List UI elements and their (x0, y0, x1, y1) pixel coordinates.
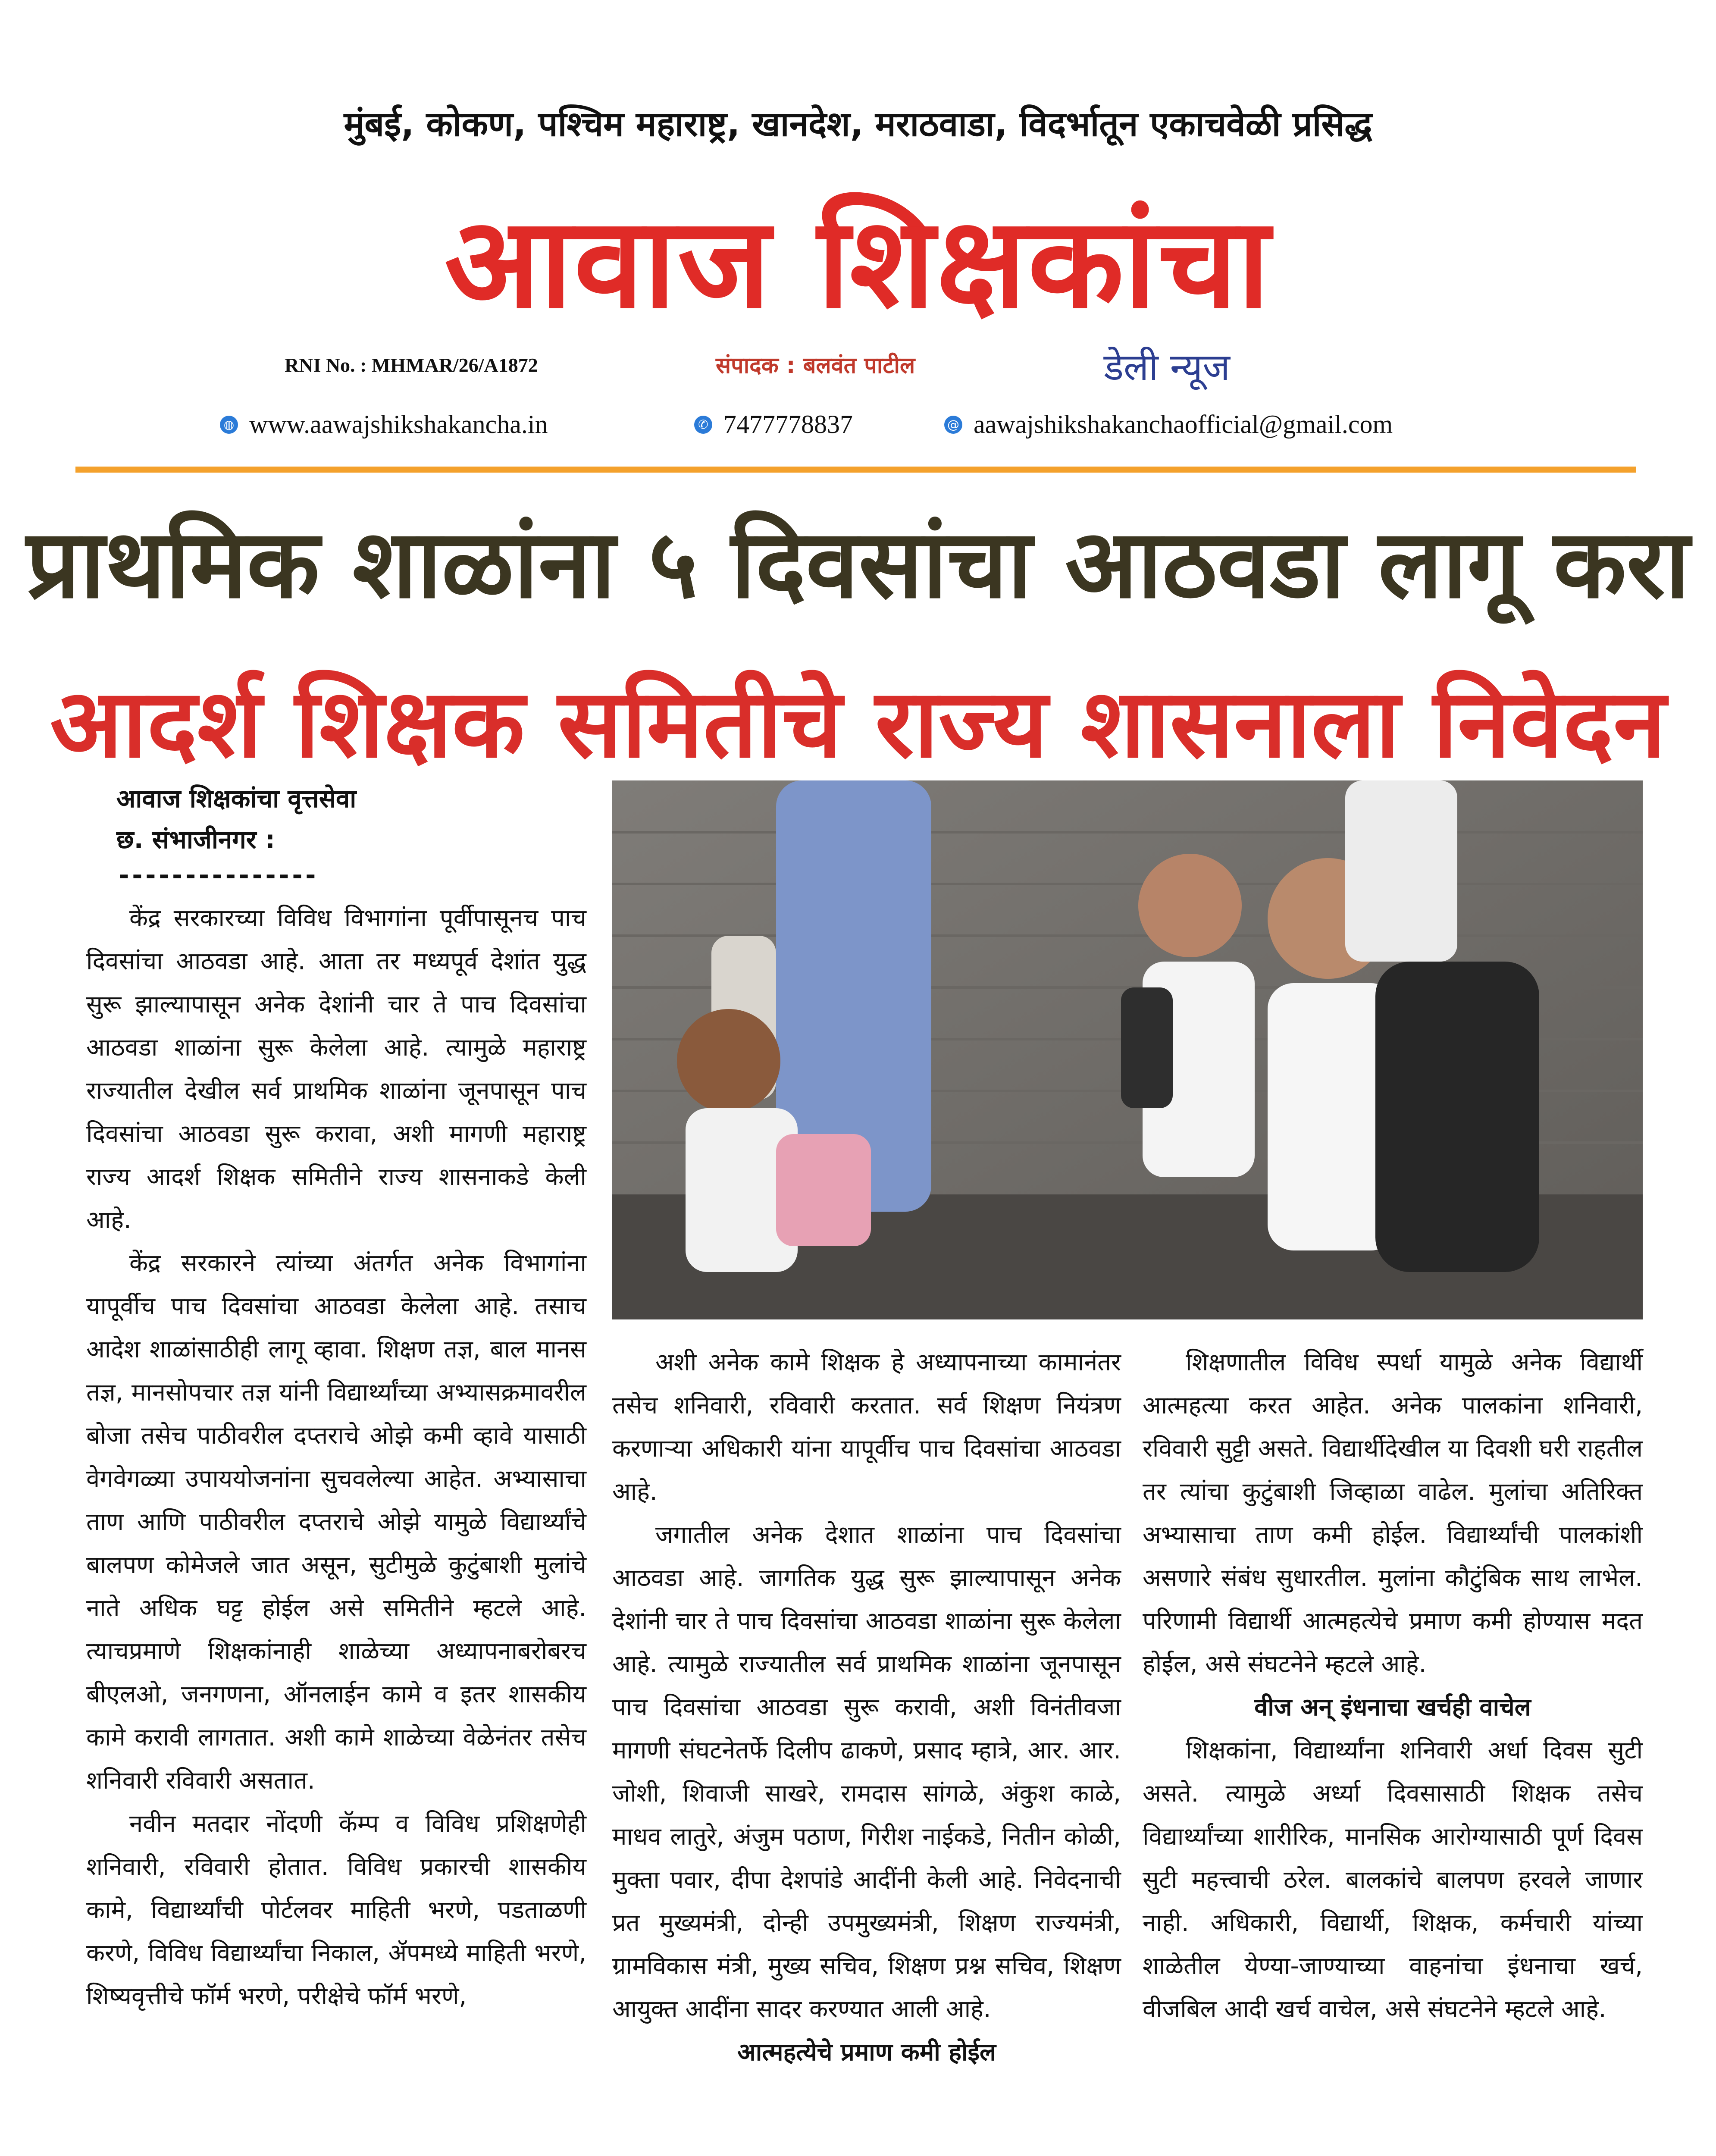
dateline: छ. संभाजीनगर : (116, 825, 275, 854)
rni-number: RNI No. : MHMAR/26/A1872 (285, 354, 538, 376)
byline: आवाज शिक्षकांचा वृत्तसेवा (116, 784, 357, 813)
website-text: www.aawajshikshakancha.in (249, 410, 548, 439)
byline-divider: --------------- (116, 860, 316, 890)
masthead-title: आवाज शिक्षकांचा (444, 191, 1272, 336)
article-column-2 (612, 1341, 1121, 2074)
paragraph: नवीन मतदार नोंदणी कॅम्प व विविध प्रशिक्षणेही शनिवारी, रविवारी होतात. विविध प्रकारची शासकीय कामे, विद्यार्थ्यांची पोर्टलवर माहिती भरणे, पडताळणी करणे, विविध विद्यार्थ्यांचा निकाल, ॲपमध्ये माहिती भरणे, शिष्यवृत्तीचे फॉर्म भरणे, परीक्षेचे फॉर्म भरणे, (86, 1810, 586, 2010)
section-subhead: आत्महत्येचे प्रमाण कमी होईल (737, 2038, 996, 2066)
paragraph: केंद्र सरकारने त्यांच्या अंतर्गत अनेक विभागांना यापूर्वीच पाच दिवसांचा आठवडा केलेला आहे. तसाच आदेश शाळांसाठीही लागू व्हावा. शिक्षण तज्ञ, बाल मानस तज्ञ, मानसोपचार तज्ञ यांनी विद्यार्थ्यांच्या अभ्यासक्रमावरील बोजा तसेच पाठीवरील दप्तराचे ओझे कमी व्हावे यासाठी वेगवेगळ्या उपाययोजनांना सुचवलेल्या आहेत. अभ्यासाचा ताण आणि पाठीवरील दप्तराचे ओझे यामुळे विद्यार्थ्यांचे बालपण कोमेजले जात असून, सुटीमुळे कुटुंबाशी मुलांचे नाते अधिक घट्ट होईल असे समितीने म्हटले आहे. त्याचप्रमाणे शिक्षकांनाही शाळेच्या अध्यापनाबरोबरच बीएलओ, जनगणना, ऑनलाईन कामे व इतर शासकीय कामे करावी लागतात. अशी कामे शाळेच्या वेळेनंतर तसेच शनिवारी रविवारी असतात. (86, 1249, 586, 1795)
phone-text: 7477778837 (723, 410, 853, 439)
paragraph: जगातील अनेक देशात शाळांना पाच दिवसांचा आठवडा आहे. जागतिक युद्ध सुरू झाल्यापासून अनेक देशांनी चार ते पाच दिवसांचा आठवडा शाळांना सुरू केलेला आहे. त्यामुळे राज्यातील सर्व प्राथमिक शाळांना जूनपासून पाच दिवसांचा आठवडा सुरू करावी, अशी विनंतीवजा मागणी संघटनेतर्फे दिलीप ढाकणे, प्रसाद म्हात्रे, आर. आर. जोशी, शिवाजी साखरे, रामदास सांगळे, अंकुश काळे, माधव लातुरे, अंजुम पठाण, गिरीश नाईकडे, नितीन कोळी, मुक्ता पवार, दीपा देशपांडे आदींनी केली आहे. निवेदनाची प्रत मुख्यमंत्री, दोन्ही उपमुख्यमंत्री, शिक्षण राज्यमंत्री, ग्रामविकास मंत्री, मुख्य सचिव, शिक्षण प्रश्न सचिव, शिक्षण आयुक्त आदींना सादर करण्यात आली आहे. (612, 1521, 1121, 2023)
paragraph: शिक्षणातील विविध स्पर्धा यामुळे अनेक विद्यार्थी आत्महत्या करत आहेत. अनेक पालकांना शनिवारी, रविवारी सुट्टी असते. विद्यार्थीदेखील या दिवशी घरी राहतील तर त्यांचा कुटुंबाशी जिव्हाळा वाढेल. मुलांचा अतिरिक्त अभ्यासाचा ताण कमी होईल. विद्यार्थ्यांची पालकांशी असणारे संबंध सुधारतील. मुलांना कौटुंबिक साथ लाभेल. परिणामी विद्यार्थी आत्महत्येचे प्रमाण कमी होण्यास मदत होईल, असे संघटनेने म्हटले आहे. (1143, 1348, 1643, 1678)
email-icon: @ (944, 416, 962, 434)
header-divider (75, 467, 1636, 473)
contact-website[interactable] (220, 410, 548, 439)
phone-icon: ✆ (694, 416, 712, 434)
subheadline: आदर्श शिक्षक समितीचे राज्य शासनाला निवेदन (50, 668, 1666, 779)
article-column-1 (86, 897, 586, 2018)
section-subhead: वीज अन् इंधनाचा खर्चही वाचेल (1254, 1693, 1531, 1721)
email-text: aawajshikshakanchaofficial@gmail.com (974, 410, 1393, 439)
article-column-3 (1143, 1341, 1643, 2031)
editor-credit: संपादक : बलवंत पाटील (716, 353, 915, 379)
paragraph: अशी अनेक कामे शिक्षक हे अध्यापनाच्या कामानंतर तसेच शनिवारी, रविवारी करतात. सर्व शिक्षण नियंत्रण करणाऱ्या अधिकारी यांना यापूर्वीच पाच दिवसांचा आठवडा आहे. (612, 1348, 1121, 1506)
contact-email[interactable] (944, 410, 1393, 439)
contact-phone[interactable] (694, 410, 853, 439)
paragraph: केंद्र सरकारच्या विविध विभागांना पूर्वीपासूनच पाच दिवसांचा आठवडा आहे. आता तर मध्यपूर्व देशांत युद्ध सुरू झाल्यापासून अनेक देशांनी चार ते पाच दिवसांचा आठवडा शाळांना सुरू केलेला आहे. त्यामुळे महाराष्ट्र राज्यातील देखील सर्व प्राथमिक शाळांना जूनपासून पाच दिवसांचा आठवडा सुरू करावा, अशी मागणी महाराष्ट्र राज्य आदर्श शिक्षक समितीने राज्य शासनाकडे केली आहे. (86, 904, 586, 1234)
paragraph: शिक्षकांना, विद्यार्थ्यांना शनिवारी अर्धा दिवस सुटी असते. त्यामुळे अर्ध्या दिवसासाठी शिक्षक तसेच विद्यार्थ्यांच्या शारीरिक, मानसिक आरोग्यासाठी पूर्ण दिवस सुटी महत्त्वाची ठरेल. बालकांचे बालपण हरवले जाणार नाही. अधिकारी, विद्यार्थी, शिक्षक, कर्मचारी यांच्या शाळेतील येण्या-जाण्याच्या वाहनांचा इंधनाचा खर्च, वीजबिल आदी खर्च वाचेल, असे संघटनेने म्हटले आहे. (1143, 1736, 1643, 2023)
article-photo (612, 780, 1643, 1319)
headline: प्राथमिक शाळांना ५ दिवसांचा आठवडा लागू करा (26, 509, 1690, 619)
globe-icon: ◍ (220, 416, 238, 434)
daily-news-label: डेली न्यूज (1104, 346, 1230, 389)
tagline: मुंबई, कोकण, पश्चिम महाराष्ट्र, खानदेश, मराठवाडा, विदर्भातून एकाचवेळी प्रसिद्ध (344, 104, 1372, 144)
